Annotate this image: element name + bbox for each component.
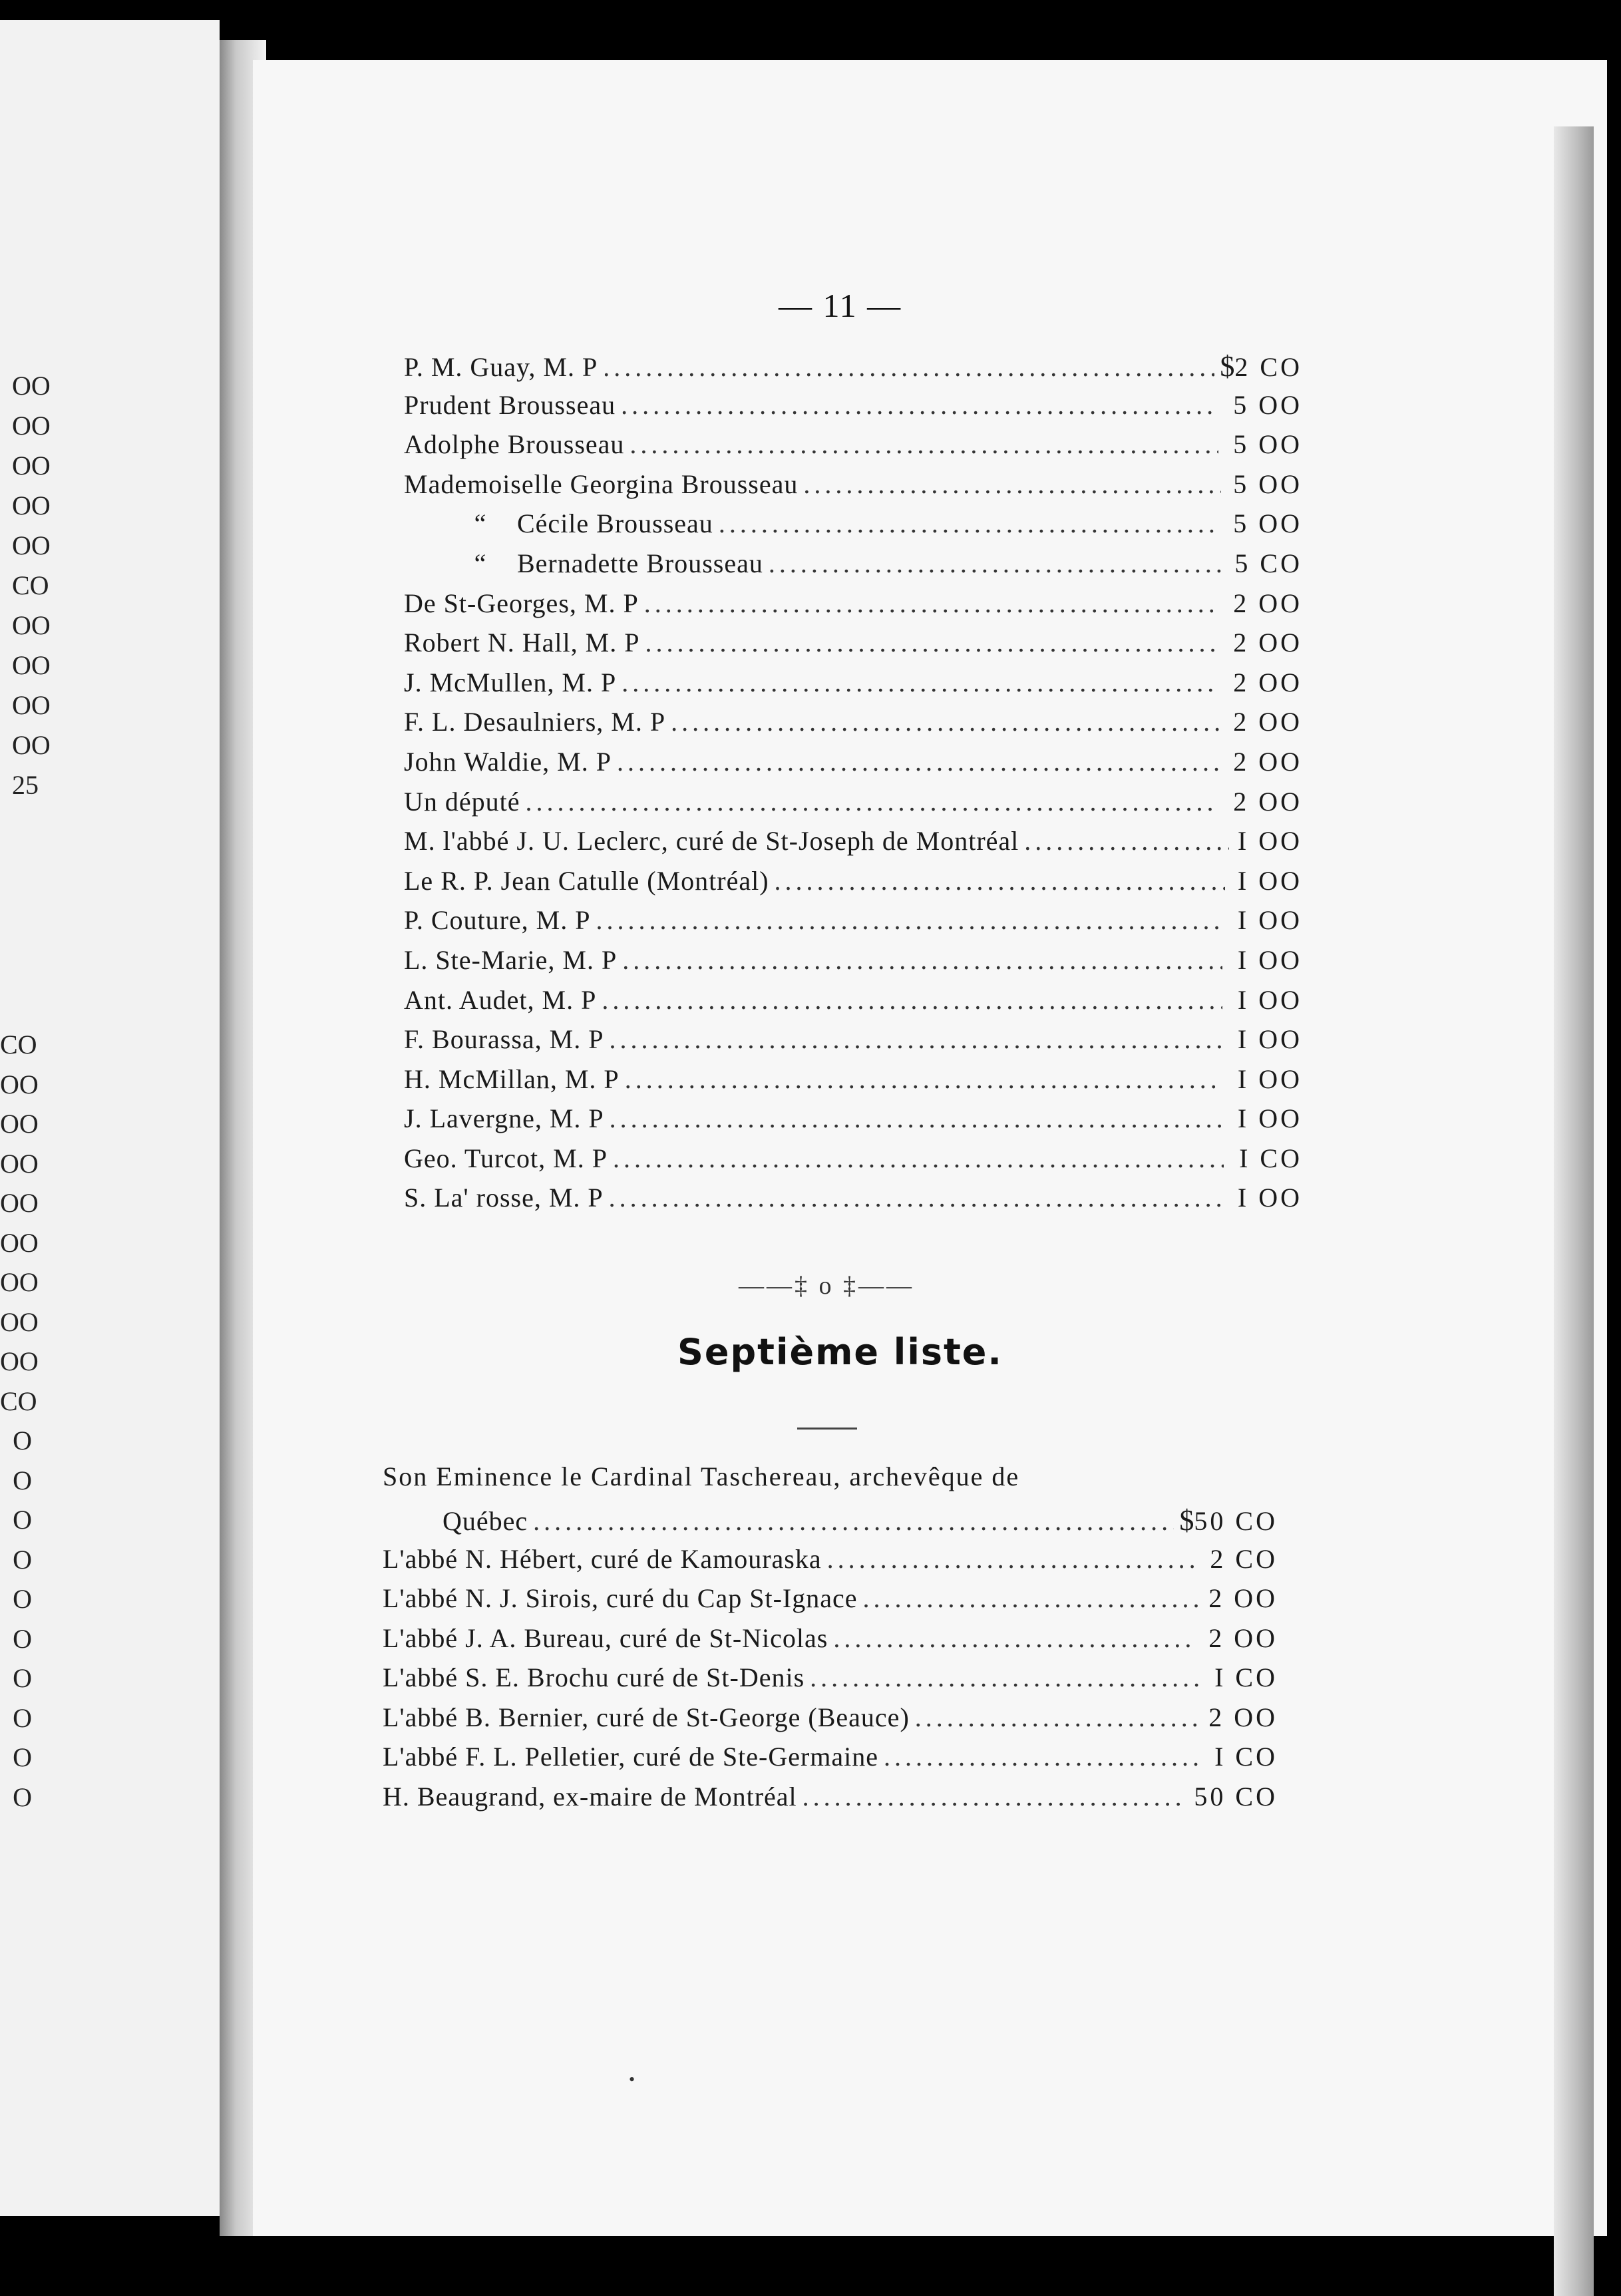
left-page-fragment: OO — [12, 530, 51, 560]
donor-name-text: De St-Georges, M. P — [404, 588, 639, 618]
dot-leader — [827, 1543, 1199, 1575]
donor-name-text: H. McMillan, M. P — [404, 1063, 620, 1094]
donation-amount: I OO — [1237, 865, 1302, 896]
donation-amount: 2 OO — [1208, 1623, 1278, 1653]
donor-name — [404, 904, 591, 936]
donation-list-2 — [383, 1461, 1278, 1820]
donor-name — [404, 508, 713, 539]
left-page-fragment: OO — [0, 1306, 39, 1337]
left-page-fragment: OO — [0, 1346, 39, 1376]
page-edge — [1554, 126, 1594, 2296]
donor-name — [404, 825, 1019, 857]
dot-leader — [610, 1024, 1222, 1055]
list-item — [404, 825, 1302, 865]
donor-name — [404, 469, 798, 500]
donation-amount: 2 OO — [1233, 588, 1302, 618]
donor-name — [404, 984, 596, 1016]
list-item — [404, 706, 1302, 746]
dot-leader — [625, 1063, 1223, 1095]
left-page-fragment: OO — [12, 490, 51, 520]
donation-amount: I OO — [1237, 1024, 1302, 1055]
dot-leader — [602, 984, 1222, 1016]
donation-amount: 5 OO — [1233, 508, 1302, 539]
donor-name-text: Ant. Audet, M. P — [404, 984, 597, 1015]
left-page-fragment: OO — [0, 1069, 39, 1099]
left-page-fragment: OO — [0, 1109, 39, 1139]
left-page-fragment: O — [13, 1742, 32, 1772]
donation-amount: I OO — [1237, 984, 1302, 1015]
donor-name — [404, 1024, 604, 1055]
left-page-amounts-upper — [12, 366, 79, 805]
donor-name — [404, 1143, 608, 1174]
donor-name-text: J. Lavergne, M. P — [404, 1103, 604, 1134]
currency-sign: $ — [1179, 1504, 1194, 1537]
list-item — [404, 1182, 1302, 1222]
left-page-fragment: OO — [12, 610, 51, 640]
donor-name — [404, 706, 665, 737]
donation-amount: I OO — [1237, 1103, 1302, 1134]
donor-name — [404, 389, 616, 421]
donor-name-text: Le R. P. Jean Catulle (Montréal) — [404, 865, 769, 896]
section-title: Septième liste. — [677, 1331, 1003, 1373]
donor-name — [404, 548, 763, 579]
donor-name-text: L. Ste-Marie, M. P — [404, 944, 618, 975]
donor-name — [383, 1662, 805, 1693]
donation-amount: I OO — [1237, 1183, 1302, 1213]
list-item — [404, 627, 1302, 667]
left-page-fragment: O — [13, 1544, 32, 1575]
list-item — [404, 548, 1302, 588]
list-item — [383, 1781, 1278, 1821]
dot-leader — [610, 1103, 1222, 1134]
dot-leader — [719, 508, 1220, 539]
dot-leader — [769, 548, 1222, 579]
ditto-mark: “ — [474, 548, 487, 578]
donation-amount: 2 OO — [1233, 667, 1302, 697]
dot-leader — [622, 944, 1222, 976]
dot-leader — [609, 1182, 1222, 1213]
left-page-fragment: O — [13, 1426, 32, 1455]
donation-list-1 — [404, 349, 1302, 1222]
donor-name — [383, 1623, 828, 1654]
donor-name-text: P. Couture, M. P — [404, 905, 591, 936]
donation-amount: 5 CO — [1234, 548, 1302, 578]
donor-name — [404, 1063, 620, 1095]
donation-amount: 2 CO — [1234, 352, 1302, 382]
list-item — [404, 1103, 1302, 1143]
dot-leader — [915, 1702, 1199, 1733]
donor-name — [404, 429, 624, 460]
dot-leader — [803, 469, 1221, 500]
donation-amount: 2 OO — [1233, 707, 1302, 737]
donor-name-text: L'abbé N. Hébert, curé de Kamouraska — [383, 1543, 822, 1574]
left-page-amounts-lower — [0, 1025, 53, 1817]
donation-amount: 2 OO — [1233, 628, 1302, 658]
donor-name — [404, 944, 617, 976]
dot-leader — [645, 627, 1218, 658]
donor-name-text: Un député — [404, 786, 520, 817]
dot-leader — [1024, 825, 1229, 857]
donor-name-text: H. Beaugrand, ex-maire de Montréal — [383, 1781, 797, 1812]
left-page-fragment: CO — [0, 1386, 37, 1416]
list-item — [404, 429, 1302, 469]
donation-amount: 50 CO — [1194, 1781, 1278, 1812]
left-page-fragment: OO — [12, 730, 51, 760]
left-page-fragment: 25 — [12, 770, 39, 800]
left-page-fragment: OO — [12, 411, 51, 441]
list-item — [404, 746, 1302, 786]
donation-amount: I CO — [1214, 1662, 1278, 1692]
dot-leader — [803, 1781, 1182, 1812]
donor-name-text: F. L. Desaulniers, M. P — [404, 707, 666, 737]
donor-name — [404, 786, 520, 817]
donor-name — [383, 1741, 878, 1772]
donation-amount: I OO — [1237, 826, 1302, 857]
left-page-fragment: O — [13, 1623, 32, 1654]
donation-amount: 2 OO — [1233, 746, 1302, 777]
donor-name — [383, 1781, 797, 1812]
dot-leader — [533, 1505, 1174, 1537]
donor-name — [383, 1583, 857, 1614]
donor-name — [404, 865, 769, 896]
list-item — [383, 1543, 1278, 1583]
left-page-fragment: O — [13, 1505, 32, 1535]
list-item — [404, 904, 1302, 944]
list-item — [383, 1623, 1278, 1662]
list-item — [404, 469, 1302, 508]
dot-leader — [622, 667, 1218, 698]
left-page-fragment: OO — [12, 650, 51, 680]
currency-sign: $ — [1220, 350, 1235, 383]
list-item — [383, 1583, 1278, 1623]
donation-amount: 5 OO — [1233, 389, 1302, 420]
left-page-fragment: OO — [12, 451, 51, 480]
dot-leader — [644, 588, 1219, 619]
donor-name — [404, 667, 616, 698]
section-ornament: ——‡ o ‡—— — [739, 1272, 914, 1300]
donor-name — [404, 588, 639, 619]
donor-name-text: J. McMullen, M. P — [404, 667, 617, 697]
donation-amount: 2 OO — [1208, 1583, 1278, 1613]
donor-name — [404, 351, 598, 383]
donor-name-text: L'abbé S. E. Brochu curé de St-Denis — [383, 1662, 805, 1692]
left-page-fragment: OO — [0, 1188, 39, 1218]
list-item — [404, 667, 1302, 707]
list-item — [404, 389, 1302, 429]
page-number: — 11 — — [779, 287, 902, 324]
list-item — [404, 1024, 1302, 1063]
left-page-fragment: OO — [0, 1227, 39, 1258]
donor-name-text: Geo. Turcot, M. P — [404, 1143, 608, 1173]
list-item — [404, 1063, 1302, 1103]
donor-name-text: P. M. Guay, M. P — [404, 352, 598, 382]
list-item — [404, 984, 1302, 1024]
dot-leader — [617, 746, 1218, 777]
dot-leader — [862, 1583, 1198, 1614]
list-item — [383, 1702, 1278, 1742]
donation-amount: 5 OO — [1233, 429, 1302, 460]
donor-name — [404, 746, 612, 777]
left-page-fragment: OO — [12, 690, 51, 720]
list-item — [404, 508, 1302, 548]
donor-name-text: Bernadette Brousseau — [517, 548, 763, 578]
donor-name-text: Prudent Brousseau — [404, 389, 616, 420]
donation-amount: 5 OO — [1233, 469, 1302, 499]
donation-amount: 2 OO — [1233, 786, 1302, 817]
donor-name-text: Adolphe Brousseau — [404, 429, 625, 460]
donation-amount: 2 OO — [1208, 1702, 1278, 1732]
list-item — [404, 865, 1302, 905]
donor-name — [404, 1182, 604, 1213]
left-page-fragment: CO — [0, 1030, 37, 1059]
list-entry-heading-line: Son Eminence le Cardinal Taschereau, archevêque de — [383, 1461, 1020, 1491]
donor-name-text: M. l'abbé J. U. Leclerc, curé de St-Joseph de Montréal — [404, 826, 1019, 857]
donor-name-text: S. La' rosse, M. P — [404, 1183, 604, 1213]
dot-leader — [671, 706, 1219, 737]
dot-leader — [621, 389, 1218, 421]
donation-amount: 2 CO — [1210, 1543, 1278, 1574]
donation-amount: I OO — [1237, 944, 1302, 975]
list-item — [404, 944, 1302, 984]
dot-leader — [603, 351, 1214, 383]
donor-name-text: L'abbé B. Bernier, curé de St-George (Beauce) — [383, 1702, 910, 1732]
list-item — [404, 588, 1302, 628]
donation-amount: I CO — [1239, 1143, 1302, 1173]
donor-name-text: Robert N. Hall, M. P — [404, 628, 640, 658]
ditto-mark: “ — [474, 508, 487, 539]
dot-leader — [833, 1623, 1197, 1654]
print-speck: • — [629, 2070, 635, 2089]
list-item — [383, 1503, 1278, 1543]
donor-name — [383, 1702, 910, 1733]
donor-name-text: L'abbé J. A. Bureau, curé de St-Nicolas — [383, 1623, 828, 1653]
list-item — [404, 349, 1302, 389]
donor-name-text: F. Bourassa, M. P — [404, 1024, 604, 1055]
left-page-fragment: OO — [0, 1148, 39, 1179]
dot-leader — [596, 904, 1222, 936]
donation-amount: 50 CO — [1194, 1506, 1278, 1536]
donation-amount: I CO — [1214, 1742, 1278, 1772]
dot-leader — [810, 1662, 1202, 1693]
left-page-fragment: O — [13, 1702, 32, 1733]
left-page-fragment: OO — [12, 371, 51, 401]
left-page-fragment: OO — [0, 1267, 39, 1297]
donor-name-text: John Waldie, M. P — [404, 746, 612, 777]
donor-name-text: Mademoiselle Georgina Brousseau — [404, 469, 799, 499]
list-item — [404, 786, 1302, 826]
donor-name-text: Québec — [443, 1506, 528, 1536]
left-page-sliver — [0, 20, 220, 2216]
donor-name-text: Cécile Brousseau — [517, 508, 713, 539]
list-item — [404, 1143, 1302, 1183]
left-page-fragment: O — [13, 1663, 32, 1693]
dot-leader — [775, 865, 1225, 896]
dot-leader — [630, 429, 1218, 460]
title-rule — [797, 1428, 857, 1430]
donor-name — [404, 627, 639, 658]
donor-name — [383, 1543, 822, 1575]
donor-name-text: L'abbé F. L. Pelletier, curé de Ste-Germaine — [383, 1742, 879, 1772]
left-page-fragment: O — [13, 1584, 32, 1614]
donation-amount: I OO — [1237, 905, 1302, 936]
dot-leader — [613, 1143, 1224, 1174]
list-item — [383, 1662, 1278, 1702]
donor-name-text: L'abbé N. J. Sirois, curé du Cap St-Ignace — [383, 1583, 858, 1613]
dot-leader — [884, 1741, 1204, 1772]
donor-name — [404, 1103, 604, 1134]
donor-name — [383, 1505, 528, 1537]
list-item — [383, 1741, 1278, 1781]
dot-leader — [526, 786, 1217, 817]
donation-amount: I OO — [1237, 1063, 1302, 1094]
left-page-fragment: O — [13, 1782, 32, 1812]
left-page-fragment: O — [13, 1465, 32, 1495]
left-page-fragment: CO — [12, 570, 49, 600]
